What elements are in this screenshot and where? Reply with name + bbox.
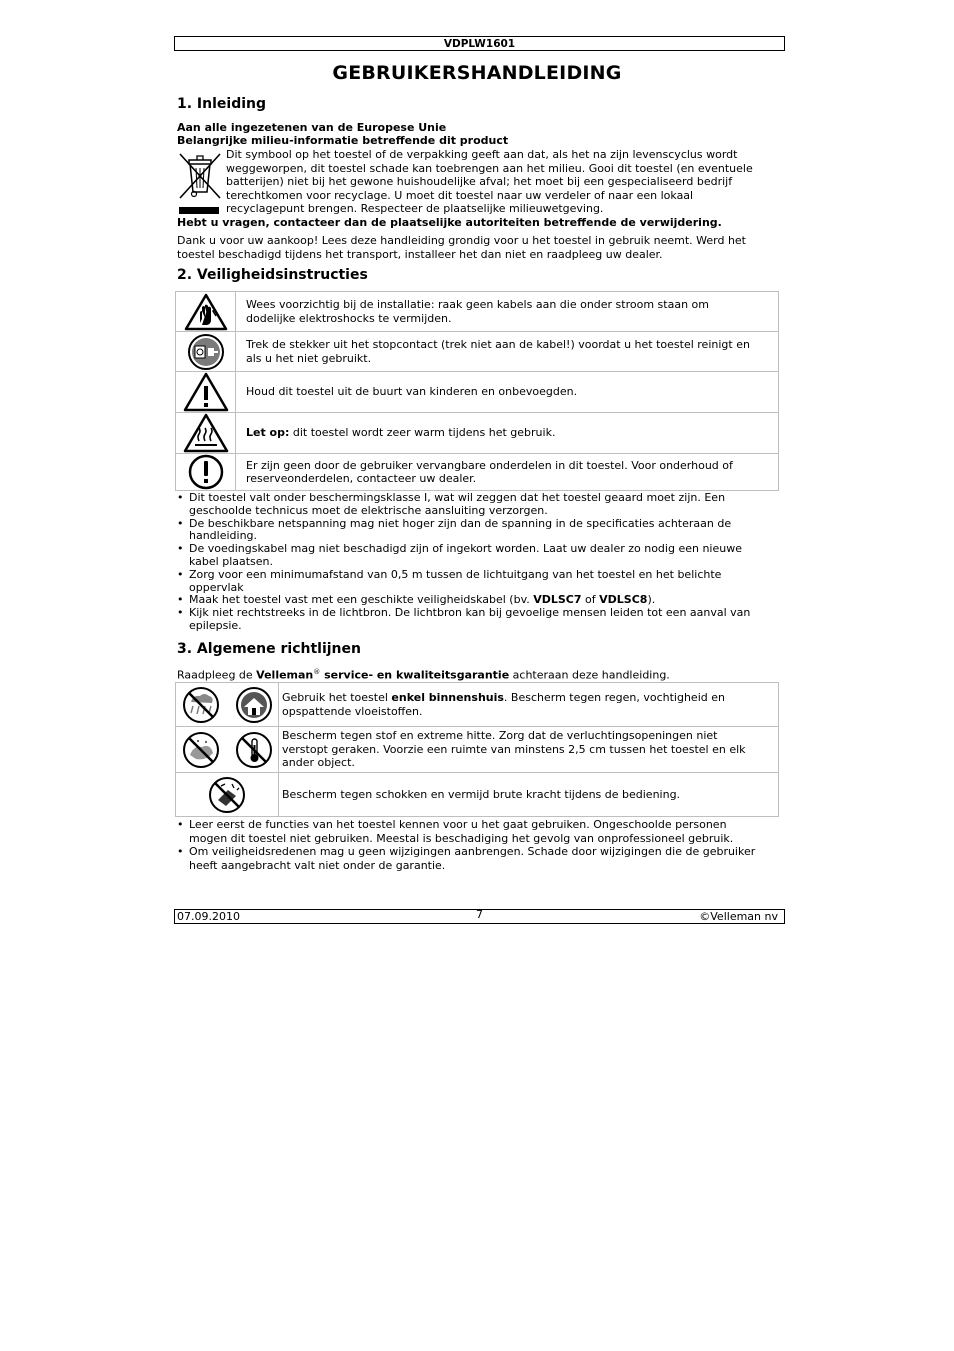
bullet-line: epilepsie.	[189, 618, 242, 632]
guideline-line: ander object.	[282, 756, 355, 770]
guideline-icon-cell	[176, 683, 279, 727]
safety-row	[176, 372, 779, 413]
weee-line: batterijen) niet bij het gewone huishoudelijke afval; het moet bij een gespecialiseerd bedrijf	[226, 175, 733, 188]
section-3-heading: 3. Algemene richtlijnen	[177, 641, 361, 657]
weee-line: recyclagepunt brengen. Respecteer de plaatselijke milieuwetgeving.	[226, 202, 604, 215]
product-code: VDLSC8	[599, 593, 648, 607]
bullet-line: • Zorg voor een minimumafstand van 0,5 m tussen de lichtuitgang van het toestel en het belichte	[189, 567, 722, 581]
page-number: 7	[476, 908, 483, 921]
safety-text-cell	[236, 454, 779, 491]
guidelines-table	[175, 682, 779, 817]
guideline-row	[176, 773, 779, 817]
guideline-text-cell	[279, 683, 779, 727]
guideline-line: verstopt geraken. Voorzie een ruimte van minstens 2,5 cm tussen het toestel en elk	[282, 742, 746, 756]
footer-date: 07.09.2010	[177, 910, 240, 923]
safety-line: dit toestel wordt zeer warm tijdens het gebruik.	[289, 426, 556, 440]
page-title: GEBRUIKERSHANDLEIDING	[332, 62, 622, 84]
safety-line: Er zijn geen door de gebruiker vervangbare onderdelen in dit toestel. Voor onderhoud of	[246, 458, 733, 472]
bullet-line: kabel plaatsen.	[189, 554, 274, 568]
environment-info-heading: Belangrijke milieu-informatie betreffende dit product	[177, 134, 509, 147]
bullet-line: oppervlak	[189, 580, 244, 594]
indoor-only-label: enkel binnenshuis	[391, 691, 504, 704]
weee-line: Dit symbool op het toestel of de verpakking geeft aan dat, als het na zijn levenscyclus wordt	[226, 148, 738, 161]
no-shock-icon	[208, 788, 246, 801]
eu-residents-heading: Aan alle ingezetenen van de Europese Unie	[177, 121, 447, 134]
guideline-line: opspattende vloeistoffen.	[282, 704, 423, 718]
guideline-text-cell	[279, 773, 779, 817]
header-model: VDPLW1601	[174, 36, 785, 51]
guideline-line: Bescherm tegen schokken en vermijd brute kracht tijdens de bediening.	[282, 787, 681, 801]
guideline-line: Bescherm tegen stof en extreme hitte. Zorg dat de verluchtingsopeningen niet	[282, 729, 718, 743]
section-2-heading: 2. Veiligheidsinstructies	[177, 267, 368, 283]
safety-row	[176, 413, 779, 454]
electric-hand-warning-icon	[184, 305, 228, 318]
hot-surface-icon	[183, 426, 229, 439]
bullet-text: of	[581, 593, 600, 607]
brand-name: Velleman	[256, 668, 314, 682]
caution-label: Let op:	[246, 426, 290, 440]
safety-icon-cell	[176, 332, 236, 372]
bullet-line: • Om veiligheidsredenen mag u geen wijzigingen aanbrengen. Schade door wijzigingen die de gebruiker	[189, 845, 756, 858]
safety-line: reserveonderdelen, contacteer uw dealer.	[246, 472, 477, 485]
list-item	[177, 607, 777, 633]
safety-row	[176, 332, 779, 372]
bullet-line: • De voedingskabel mag niet beschadigd zijn of ingekort worden. Laat uw dealer zo nodig een nieuwe	[189, 542, 742, 556]
safety-line: Trek de stekker uit het stopcontact (trek niet aan de kabel!) voordat u het toestel reinigt en	[246, 338, 750, 351]
guideline-row	[176, 683, 779, 727]
list-item	[177, 492, 777, 518]
no-rain-icon	[182, 698, 224, 711]
safety-line: dodelijke elektroshocks te vermijden.	[246, 311, 452, 325]
bullet-line: handleiding.	[189, 529, 258, 543]
safety-text-cell	[236, 332, 779, 372]
safety-icon-cell	[176, 413, 236, 454]
safety-row	[176, 292, 779, 332]
guideline-row	[176, 727, 779, 773]
no-heat-icon	[235, 743, 273, 756]
bullet-text: Maak het toestel vast met een geschikte veiligheidskabel (bv.	[189, 593, 534, 607]
thanks-line: Dank u voor uw aankoop! Lees deze handleiding grondig voor u het toestel in gebruik neemt. Werd het	[177, 234, 746, 247]
registered-mark: ®	[313, 668, 321, 676]
section-1-heading: 1. Inleiding	[177, 96, 267, 112]
safety-icon-cell	[176, 454, 236, 491]
list-item	[177, 818, 777, 845]
page-footer	[174, 909, 785, 924]
safety-text-cell	[236, 413, 779, 454]
unplug-icon	[187, 345, 225, 358]
guideline-text: . Bescherm tegen regen, vochtigheid en	[503, 691, 725, 704]
guideline-icon-cell	[176, 727, 279, 773]
weee-bin-icon	[177, 150, 223, 216]
guideline-text-cell	[279, 727, 779, 773]
safety-row	[176, 454, 779, 491]
guideline-line	[282, 691, 772, 705]
weee-line: weggeworpen, dit toestel schade kan toebrengen aan het milieu. Gooi dit toestel (en eventuele	[226, 161, 753, 175]
safety-bullet-list	[177, 492, 777, 633]
warranty-name: service- en kwaliteitsgarantie	[320, 668, 510, 682]
bullet-line: heeft aangebracht valt niet onder de garantie.	[189, 858, 446, 872]
weee-text	[226, 148, 753, 216]
thanks-line: toestel beschadigd tijdens het transport, installeer het dan niet en raadpleeg uw dealer.	[177, 247, 663, 261]
warranty-intro	[177, 666, 670, 682]
safety-table	[175, 291, 779, 491]
list-item	[177, 845, 777, 872]
bullet-line: • Kijk niet rechtstreeks in de lichtbron. De lichtbron kan bij gevoelige mensen leiden tot een aanval van	[189, 606, 751, 620]
product-code: VDLSC7	[533, 593, 582, 607]
no-dust-icon	[182, 743, 224, 756]
bullet-line: mogen dit toestel niet gebruiken. Meestal is beschadiging het gevolg van onprofessioneel gebruik.	[189, 831, 734, 845]
bullet-line: • Dit toestel valt onder beschermingsklasse I, wat wil zeggen dat het toestel geaard moet zijn. Een	[189, 491, 726, 504]
thanks-text	[177, 234, 746, 261]
warning-triangle-icon	[183, 385, 229, 398]
weee-line: terechtkomen voor recyclage. U moet dit toestel naar uw verdeler of naar een lokaal	[226, 188, 694, 202]
safety-icon-cell	[176, 292, 236, 332]
guidelines-bullet-list	[177, 818, 777, 872]
guideline-icon-cell	[176, 773, 279, 817]
bullet-line: geschoolde technicus moet de elektrische aansluiting verzorgen.	[189, 503, 548, 517]
list-item	[177, 518, 777, 544]
footer-company: ©Velleman nv	[699, 910, 778, 923]
intro-text: achteraan deze handleiding.	[509, 668, 670, 682]
safety-text-cell	[236, 292, 779, 332]
list-item	[177, 543, 777, 569]
guideline-text: Gebruik het toestel	[282, 691, 392, 704]
safety-line: Wees voorzichtig bij de installatie: raak geen kabels aan die onder stroom staan om	[246, 298, 709, 311]
bullet-line: • Leer eerst de functies van het toestel kennen voor u het gaat gebruiken. Ongeschoolde personen	[189, 818, 727, 831]
safety-line: als u het niet gebruikt.	[246, 351, 372, 365]
safety-line: Houd dit toestel uit de buurt van kinderen en onbevoegden.	[246, 385, 578, 399]
intro-text: Raadpleeg de	[177, 668, 257, 682]
bullet-text: ).	[647, 593, 656, 607]
exclamation-circle-icon	[187, 465, 225, 478]
list-item	[177, 569, 777, 595]
indoor-use-icon	[235, 698, 273, 711]
safety-text-cell	[236, 372, 779, 413]
contact-authorities-text: Hebt u vragen, contacteer dan de plaatselijke autoriteiten betreffende de verwijdering.	[177, 216, 722, 229]
bullet-line: • De beschikbare netspanning mag niet hoger zijn dan de spanning in de specificaties achteraan de	[189, 516, 732, 530]
safety-icon-cell	[176, 372, 236, 413]
